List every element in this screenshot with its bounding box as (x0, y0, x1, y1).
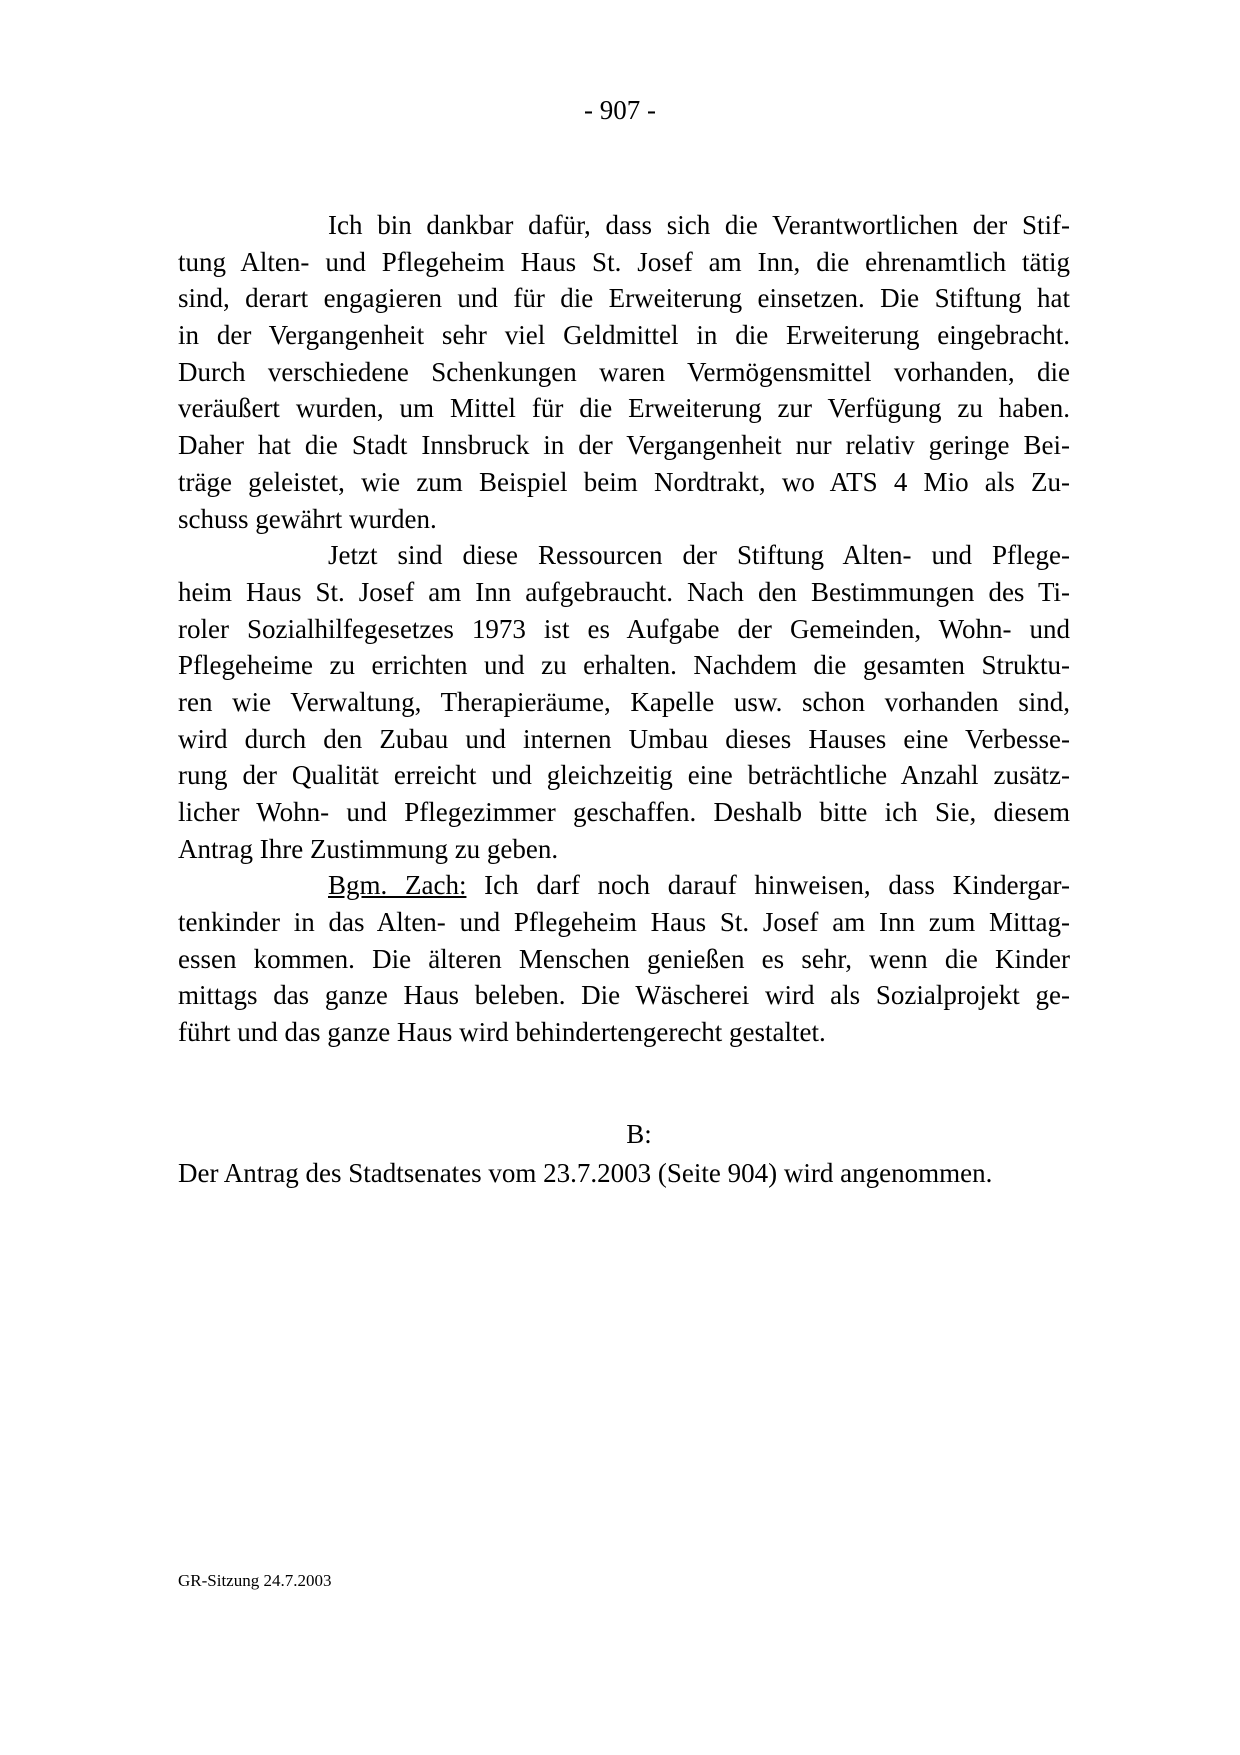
body-text (178, 207, 1070, 1051)
decision-text: Der Antrag des Stadtsenates vom 23.7.2003 (Seite 904) wird angenommen. (178, 1158, 993, 1188)
text-line: schuss gewährt wurden. (178, 503, 437, 534)
footer-session: GR-Sitzung 24.7.2003 (178, 1571, 332, 1590)
speaker-name: Bgm. Zach: (328, 870, 467, 901)
text-line: veräußert wurden, um Mittel für die Erweiterung zur Verfügung zu haben. (178, 393, 1070, 424)
speaker-line-text: Ich darf noch darauf hinweisen, dass Kindergar- (466, 870, 1070, 901)
text-line: Pflegeheime zu errichten und zu erhalten. Nachdem die gesamten Struktu- (178, 650, 1070, 681)
text-line: essen kommen. Die älteren Menschen genießen es sehr, wenn die Kinder (178, 943, 1070, 974)
decision-label: B: (626, 1119, 652, 1149)
text-line: licher Wohn- und Pflegezimmer geschaffen. Deshalb bitte ich Sie, diesem (178, 797, 1070, 827)
speaker-line (178, 867, 1070, 904)
text-line: rung der Qualität erreicht und gleichzeitig eine beträchtliche Anzahl zusätz- (178, 760, 1070, 791)
text-line: tenkinder in das Alten- und Pflegeheim Haus St. Josef am Inn zum Mittag- (178, 907, 1070, 938)
text-line: sind, derart engagieren und für die Erweiterung einsetzen. Die Stiftung hat (178, 283, 1070, 314)
paragraph-3 (178, 867, 1070, 1050)
text-line: Jetzt sind diese Ressourcen der Stiftung Alten- und Pflege- (328, 540, 1070, 571)
text-line: Ich bin dankbar dafür, dass sich die Verantwortlichen der Stif- (328, 210, 1070, 240)
paragraph-1 (178, 207, 1070, 537)
text-line: heim Haus St. Josef am Inn aufgebraucht. Nach den Bestimmungen des Ti- (178, 576, 1070, 607)
text-line: träge geleistet, wie zum Beispiel beim Nordtrakt, wo ATS 4 Mio als Zu- (178, 466, 1070, 497)
text-line: Antrag Ihre Zustimmung zu geben. (178, 833, 559, 864)
text-line: in der Vergangenheit sehr viel Geldmittel in die Erweiterung eingebracht. (178, 320, 1070, 351)
text-line: führt und das ganze Haus wird behindertengerecht gestaltet. (178, 1017, 826, 1048)
text-line: roler Sozialhilfegesetzes 1973 ist es Aufgabe der Gemeinden, Wohn- und (178, 613, 1070, 644)
text-line: wird durch den Zubau und internen Umbau dieses Hauses eine Verbesse- (178, 723, 1070, 754)
text-line: Durch verschiedene Schenkungen waren Vermögensmittel vorhanden, die (178, 356, 1070, 387)
page-number: - 907 - (584, 95, 656, 125)
text-line: ren wie Verwaltung, Therapieräume, Kapelle usw. schon vorhanden sind, (178, 686, 1070, 717)
text-line: Daher hat die Stadt Innsbruck in der Vergangenheit nur relativ geringe Bei- (178, 430, 1070, 461)
paragraph-2 (178, 537, 1070, 867)
text-line: tung Alten- und Pflegeheim Haus St. Josef am Inn, die ehrenamtlich tätig (178, 246, 1070, 277)
text-line: mittags das ganze Haus beleben. Die Wäscherei wird als Sozialprojekt ge- (178, 980, 1070, 1011)
